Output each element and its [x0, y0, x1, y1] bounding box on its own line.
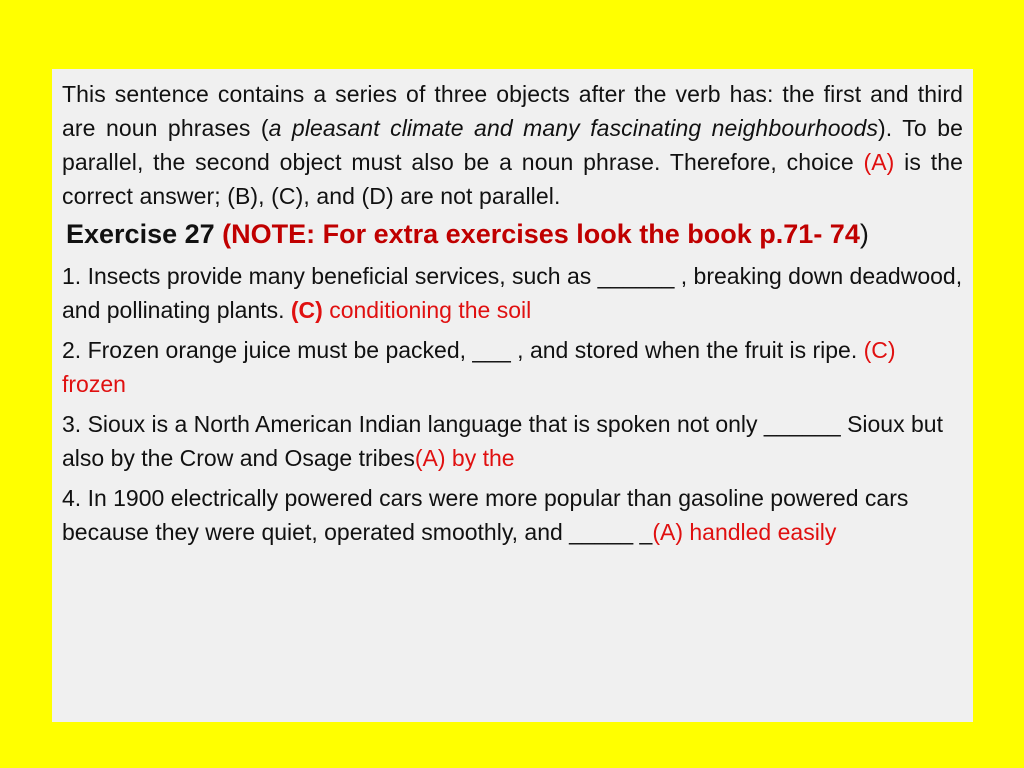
exercise-note-close: )	[859, 219, 869, 249]
answer-text: (A) by the	[414, 445, 515, 471]
answer-text: (A) handled easily	[652, 519, 837, 545]
explanation-text-1: This sentence contains a series of three objects after the verb has: the first and third are noun phrases (	[62, 81, 963, 141]
exercise-heading	[66, 215, 963, 253]
answer-text: conditioning the soil	[322, 297, 532, 323]
question-item-4	[62, 481, 963, 549]
question-text: 4. In 1900 electrically powered cars were more popular than gasoline powered cars because they were quiet, operated smoothly, and _____ _	[62, 485, 909, 545]
question-text: 3. Sioux is a North American Indian language that is spoken not only ______ Sioux but also by the Crow and Osage tribes	[62, 411, 943, 471]
exercise-note: (NOTE: For extra exercises look the book p.71- 74	[222, 219, 860, 249]
explanation-text-2: ). To be parallel, the second object must also be a noun phrase. Therefore, choice	[62, 115, 963, 175]
answer-text: (C) frozen	[62, 337, 896, 397]
explanation-italic-phrase: a pleasant climate and many fascinating neighbourhoods	[268, 115, 879, 141]
explanation-text-3: is the correct answer; (B), (C), and (D) are not parallel.	[62, 149, 963, 209]
content-panel	[52, 69, 973, 722]
question-item-1	[62, 259, 963, 327]
explanation-paragraph	[62, 77, 963, 213]
exercise-title: Exercise 27	[66, 219, 223, 249]
explanation-choice: (A)	[863, 149, 895, 175]
answer-letter: (C)	[290, 297, 323, 323]
question-text: 2. Frozen orange juice must be packed, ___ , and stored when the fruit is ripe.	[62, 337, 864, 363]
question-text: 1. Insects provide many beneficial services, such as ______ , breaking down deadwood, and pollinating plants.	[62, 263, 963, 323]
question-item-3	[62, 407, 963, 475]
question-item-2	[62, 333, 963, 401]
